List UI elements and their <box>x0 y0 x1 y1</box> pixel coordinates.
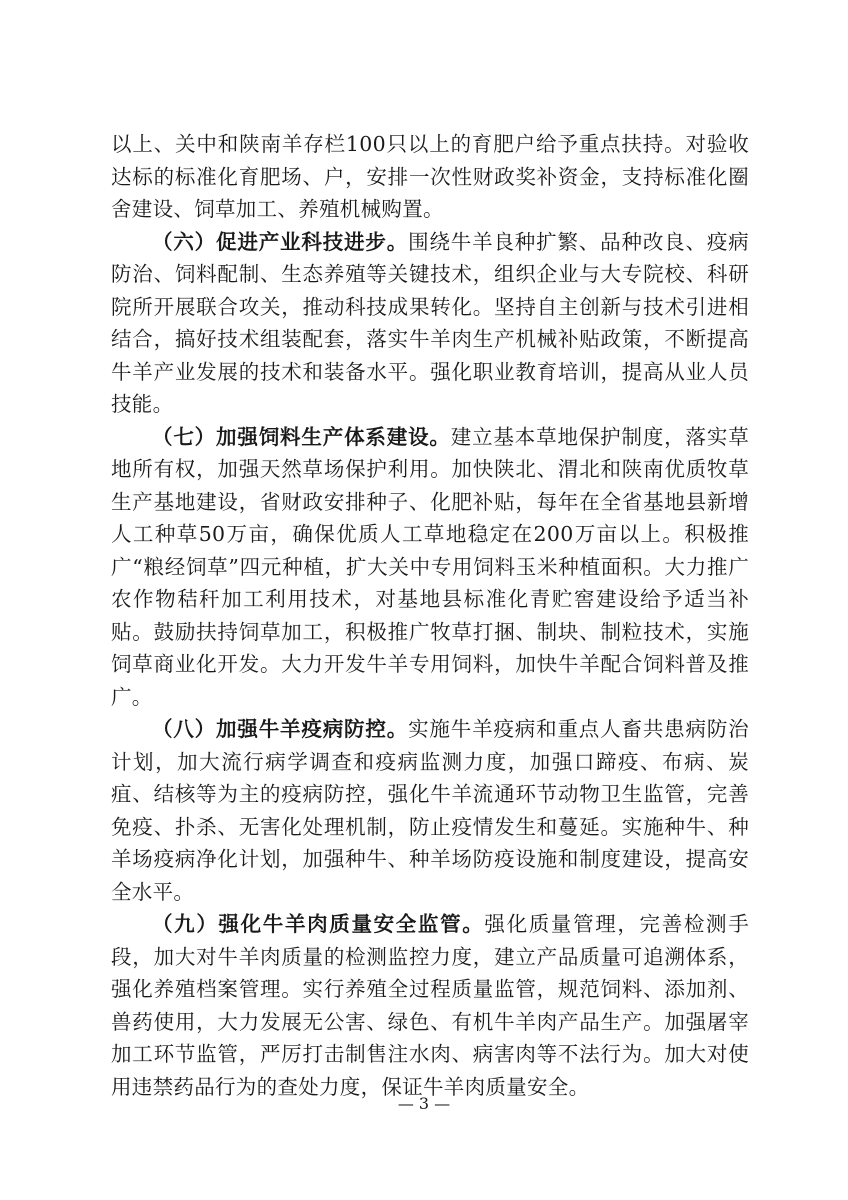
paragraph-section-7 <box>111 421 749 714</box>
section-heading: （八）加强牛羊疫病防控。 <box>152 717 409 741</box>
paragraph-section-8 <box>111 713 749 908</box>
paragraph-text: 实施牛羊疫病和重点人畜共患病防治计划，加大流行病学调查和疫病监测力度，加强口蹄疫、布病、炭疽、结核等为主的疫病防控，强化牛羊流通环节动物卫生监管，完善免疫、扑杀、无害化处理机制，防止疫情发生和蔓延。实施种牛、种羊场疫病净化计划，加强种牛、种羊场防疫设施和制度建设，提高安全水平。 <box>111 717 749 904</box>
paragraph-continuation <box>111 128 749 226</box>
document-body <box>111 128 749 1103</box>
paragraph-section-9 <box>111 908 749 1103</box>
page-number: — 3 — <box>397 1094 451 1113</box>
paragraph-text: 以上、关中和陕南羊存栏100只以上的育肥户给予重点扶持。对验收达标的标准化育肥场、户，安排一次性财政奖补资金，支持标准化圈舍建设、饲草加工、养殖机械购置。 <box>111 132 749 221</box>
paragraph-section-6 <box>111 226 749 421</box>
paragraph-text: 建立基本草地保护制度，落实草地所有权，加强天然草场保护利用。加快陕北、渭北和陕南优质牧草生产基地建设，省财政安排种子、化肥补贴，每年在全省基地县新增人工种草50万亩，确保优质人工草地稳定在200万亩以上。积极推广“粮经饲草”四元种植，扩大关中专用饲料玉米种植面积。大力推广农作物秸秆加工利用技术，对基地县标准化青贮窖建设给予适当补贴。鼓励扶持饲草加工，积极推广牧草打捆、制块、制粒技术，实施饲草商业化开发。大力开发牛羊专用饲料，加快牛羊配合饲料普及推广。 <box>111 424 750 709</box>
section-heading: （九）强化牛羊肉质量安全监管。 <box>152 912 485 936</box>
section-heading: （六）促进产业科技进步。 <box>152 229 409 254</box>
section-heading: （七）加强饲料生产体系建设。 <box>152 424 451 449</box>
paragraph-text: 围绕牛羊良种扩繁、品种改良、疫病防治、饲料配制、生态养殖等关键技术，组织企业与大专院校、科研院所开展联合攻关，推动科技成果转化。坚持自主创新与技术引进相结合，搞好技术组装配套，落实牛羊肉生产机械补贴政策，不断提高牛羊产业发展的技术和装备水平。强化职业教育培训，提高从业人员技能。 <box>111 229 749 416</box>
paragraph-text: 强化质量管理，完善检测手段，加大对牛羊肉质量的检测监控力度，建立产品质量可追溯体系，强化养殖档案管理。实行养殖全过程质量监管，规范饲料、添加剂、兽药使用，大力发展无公害、绿色、有机牛羊肉产品生产。加强屠宰加工环节监管，严厉打击制售注水肉、病害肉等不法行为。加大对使用违禁药品行为的查处力度，保证牛羊肉质量安全。 <box>111 912 749 1099</box>
